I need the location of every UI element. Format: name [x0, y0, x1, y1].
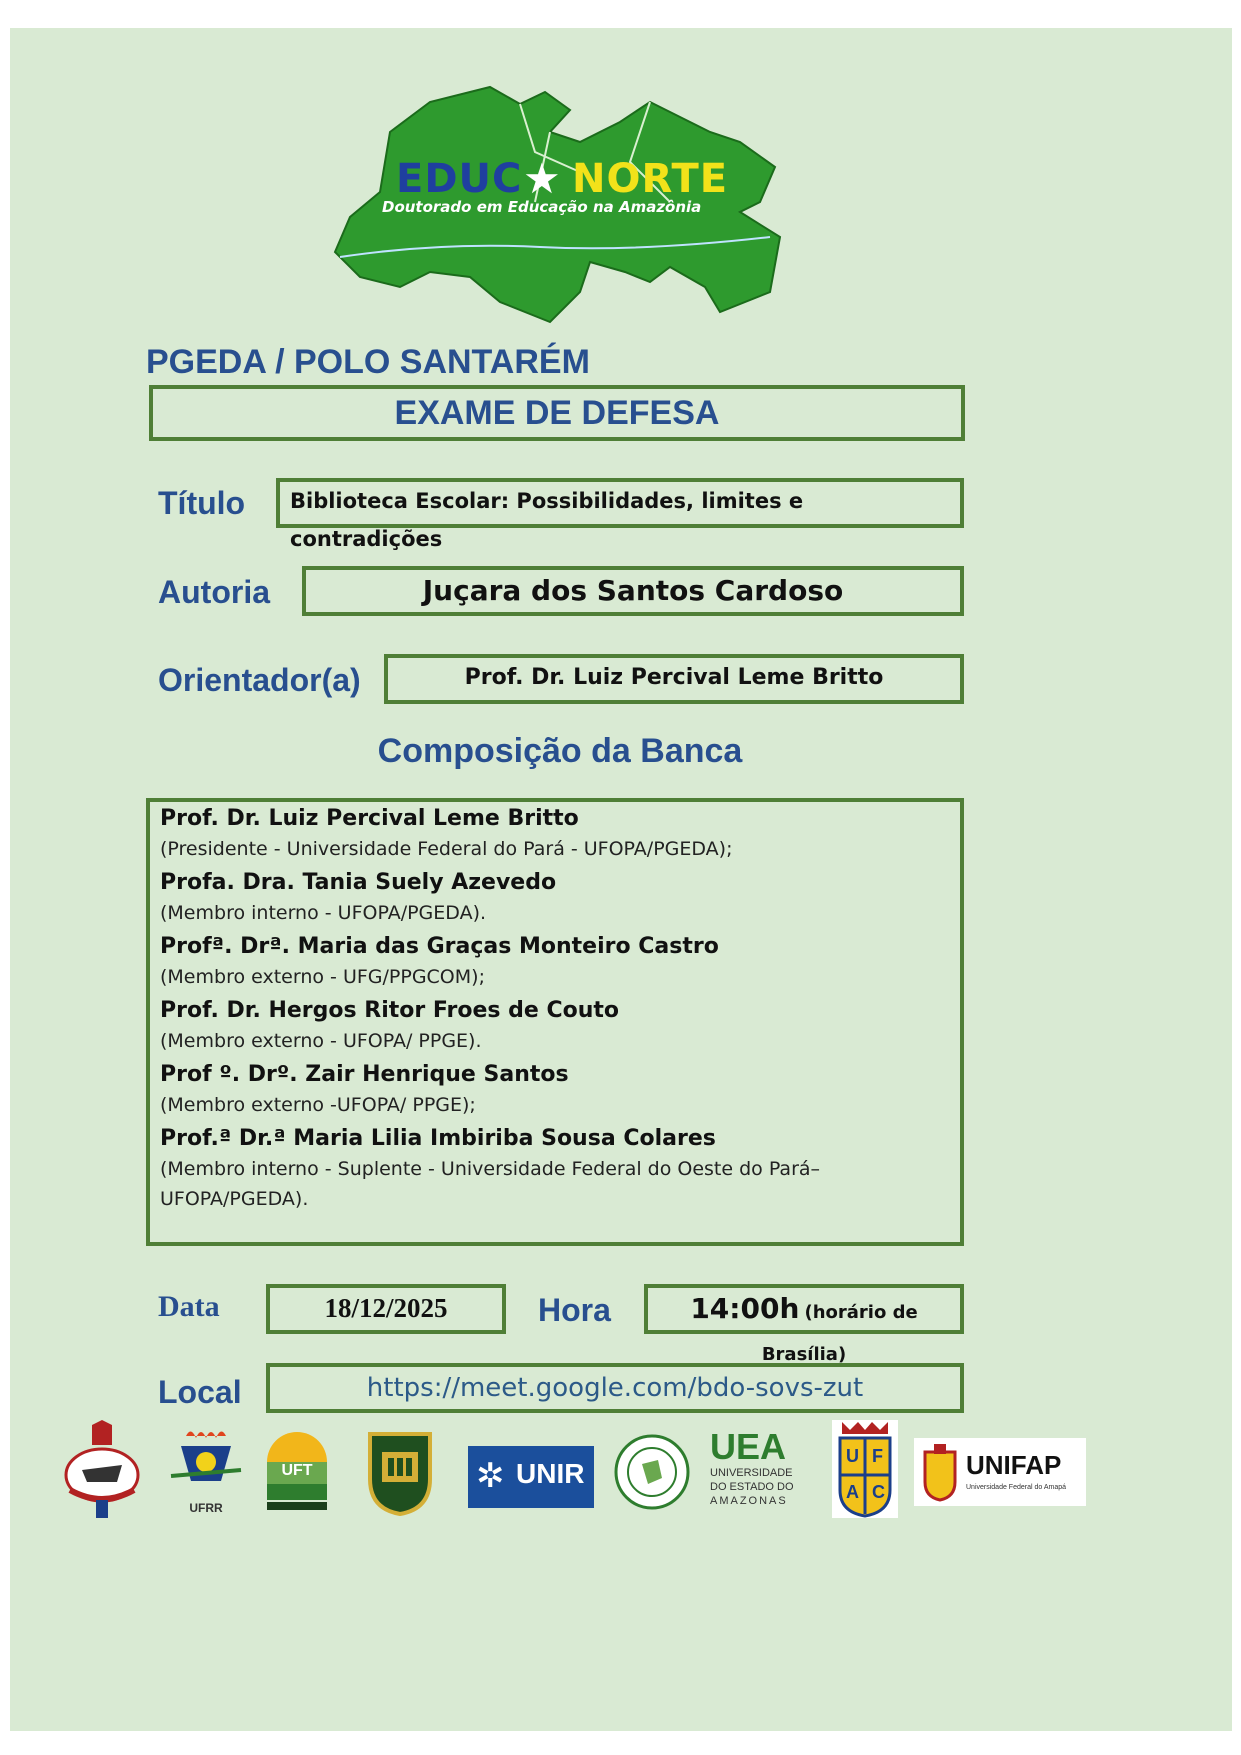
exam-title-box — [149, 385, 965, 441]
banca-member-name: Prof. Dr. Luiz Percival Leme Britto — [160, 806, 579, 831]
banca-member-name: Prof º. Drº. Zair Henrique Santos — [160, 1062, 569, 1087]
unifap-label: UNIFAP — [966, 1450, 1062, 1480]
unir-logo — [468, 1446, 594, 1508]
uea-line3: AMAZONAS — [710, 1495, 788, 1507]
unifap-sub: Universidade Federal do Amapá — [966, 1484, 1067, 1491]
brand-subtitle: Doutorado em Educação na Amazônia — [382, 198, 702, 216]
hora-value: 14:00h — [690, 1292, 800, 1325]
data-value: 18/12/2025 — [324, 1293, 448, 1323]
brand-right: NORTE — [572, 156, 729, 202]
banca-member-name: Profª. Drª. Maria das Graças Monteiro Castro — [160, 934, 719, 959]
banca-box — [146, 798, 964, 1246]
program-title: PGEDA / POLO SANTARÉM — [146, 343, 590, 381]
unifap-logo — [914, 1438, 1086, 1506]
uea-line2: DO ESTADO DO — [710, 1481, 794, 1493]
banca-member-name: Prof. Dr. Hergos Ritor Froes de Couto — [160, 998, 620, 1023]
uft-label: UFT — [281, 1462, 313, 1479]
ufac-logo — [832, 1420, 898, 1518]
banca-member-role: (Membro interno - Suplente - Universidade Federal do Oeste do Pará– UFOPA/PGEDA). — [160, 1158, 821, 1210]
unifap-emblem-icon — [920, 1442, 960, 1502]
unir-label: UNIR — [516, 1458, 585, 1489]
uea-logo — [710, 1428, 806, 1514]
banca-member-role: (Membro externo - UFOPA/ PPGE). — [160, 1030, 482, 1052]
uft-logo — [262, 1422, 332, 1514]
banca-heading: Composição da Banca — [377, 732, 743, 770]
titulo-value: Biblioteca Escolar: Possibilidades, limites e contradições — [290, 489, 804, 551]
titulo-box — [276, 478, 964, 551]
ufac-letter-c: C — [872, 1482, 885, 1502]
ufac-letter-u: U — [846, 1446, 859, 1466]
poster — [10, 28, 1232, 1731]
banca-member-role: (Membro externo - UFG/PPGCOM); — [160, 966, 485, 988]
local-label: Local — [158, 1374, 242, 1410]
hora-box — [644, 1284, 964, 1365]
uea-label: UEA — [710, 1426, 787, 1467]
banca-member-name: Prof.ª Dr.ª Maria Lilia Imbiriba Sousa Colares — [160, 1126, 716, 1151]
ufac-letter-f: F — [872, 1446, 883, 1466]
unir-star-icon: ✲ — [476, 1457, 505, 1495]
star-icon: ★ — [523, 155, 561, 202]
ufopa-logo — [360, 1424, 440, 1516]
meeting-link[interactable]: https://meet.google.com/bdo-sovs-zut — [366, 1373, 864, 1403]
uea-line1: UNIVERSIDADE — [710, 1467, 793, 1479]
unifesspa-seal — [614, 1434, 690, 1510]
titulo-label: Título — [158, 485, 246, 521]
orientador-value: Prof. Dr. Luiz Percival Leme Britto — [464, 665, 884, 690]
brand-left: EDUC — [396, 156, 523, 202]
hora-label: Hora — [538, 1292, 611, 1328]
ufrr-logo — [166, 1426, 246, 1520]
autoria-box — [302, 566, 964, 616]
seal-icon — [614, 1434, 690, 1510]
banca-member-role: (Membro externo -UFOPA/ PPGE); — [160, 1094, 476, 1116]
ufac-letter-a: A — [846, 1482, 859, 1502]
ufrr-label: UFRR — [189, 1501, 223, 1515]
banca-member-role: (Membro interno - UFOPA/PGEDA). — [160, 902, 487, 924]
autoria-value: Juçara dos Santos Cardoso — [422, 574, 844, 607]
data-box — [266, 1284, 506, 1334]
local-box — [266, 1363, 964, 1413]
ufrr-emblem-icon — [166, 1426, 246, 1496]
exam-title: EXAME DE DEFESA — [394, 394, 720, 432]
orientador-label: Orientador(a) — [158, 662, 361, 698]
banca-member-role: (Presidente - Universidade Federal do Pará - UFOPA/PGEDA); — [160, 838, 733, 860]
ufac-shield-icon — [832, 1420, 898, 1518]
data-label: Data — [158, 1290, 220, 1323]
ufpa-emblem-icon — [62, 1420, 142, 1520]
autoria-label: Autoria — [158, 574, 270, 610]
orientador-box — [384, 654, 964, 704]
banca-member-name: Profa. Dra. Tania Suely Azevedo — [160, 870, 557, 895]
ufopa-shield-icon — [360, 1424, 440, 1516]
ufpa-logo — [62, 1420, 142, 1520]
hora-note: (horário de Brasília) — [761, 1302, 918, 1365]
banca-list — [160, 804, 950, 1214]
